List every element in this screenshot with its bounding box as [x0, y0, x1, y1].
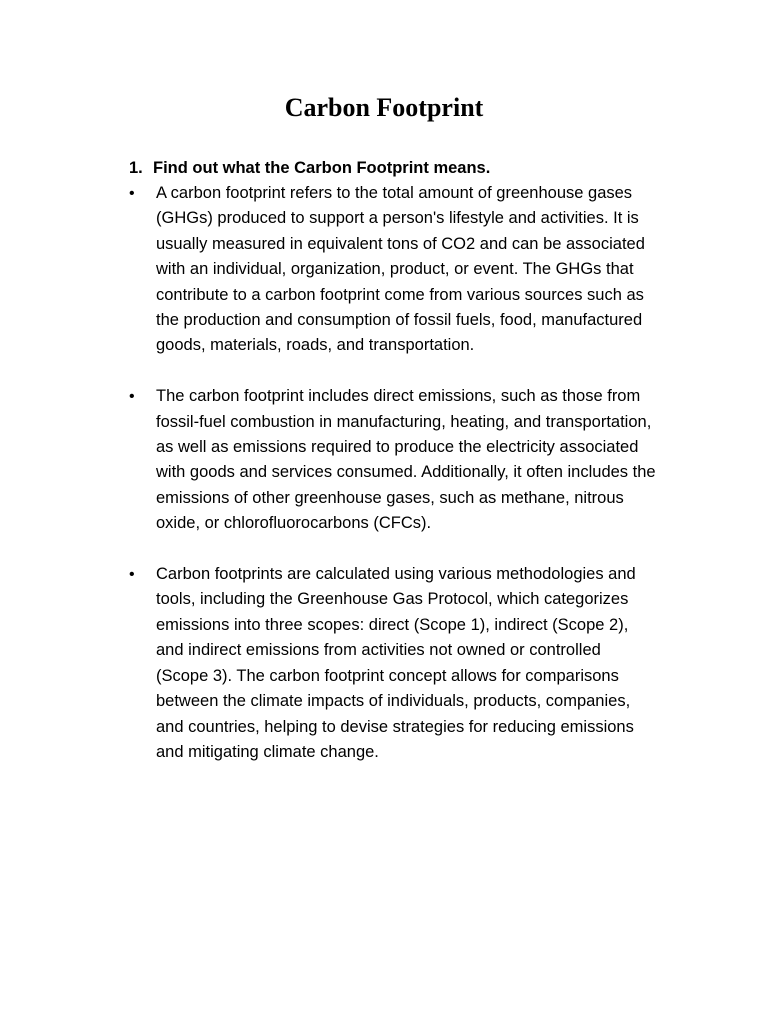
bullet-text: A carbon footprint refers to the total amount of greenhouse gases (GHGs) produced to support a person's lifestyle and activities. It is usually measured in equivalent tons of CO2 and can be associated with an individual, organization, product, or event. The GHGs that contribute to a carbon footprint come from various sources such as the production and consumption of fossil fuels, food, manufactured goods, materials, roads, and transportation. [156, 184, 645, 355]
list-item [129, 384, 659, 536]
section-heading [129, 156, 689, 181]
bullet-icon: • [129, 566, 135, 584]
bullet-text: Carbon footprints are calculated using various methodologies and tools, including the Greenhouse Gas Protocol, which categorizes emissions into three scopes: direct (Scope 1), indirect (Scope 2), and indirect emissions from activities not owned or controlled (Scope 3). The carbon footprint concept allows for comparisons between the climate impacts of individuals, products, companies, and countries, helping to devise strategies for reducing emissions and mitigating climate change. [156, 565, 636, 761]
bullet-list [129, 181, 659, 791]
bullet-icon: • [129, 388, 135, 406]
page-title: Carbon Footprint [284, 93, 484, 122]
list-item [129, 562, 659, 765]
bullet-text: The carbon footprint includes direct emissions, such as those from fossil-fuel combustion in manufacturing, heating, and transportation, as well as emissions required to produce the electricity associated with goods and services consumed. Additionally, it often includes the emissions of other greenhouse gases, such as methane, nitrous oxide, or chlorofluorocarbons (CFCs). [156, 387, 656, 533]
section-heading-text: Find out what the Carbon Footprint means. [153, 159, 491, 177]
section-number: 1. [129, 159, 143, 177]
bullet-icon: • [129, 185, 135, 202]
list-item [129, 181, 659, 359]
